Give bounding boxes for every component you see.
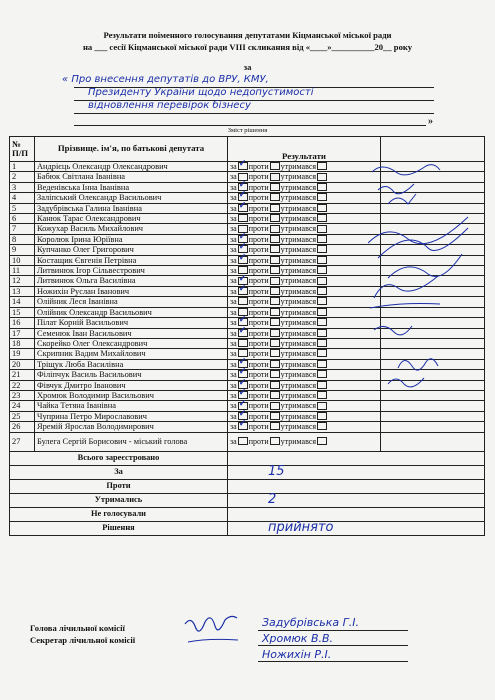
vote-options	[228, 370, 381, 380]
vote-option-label: утримався	[280, 338, 317, 348]
vote-option-label: проти	[248, 276, 269, 286]
proposal-line-2: Президенту України щодо недопустимості	[88, 87, 314, 98]
row-number: 17	[10, 328, 35, 338]
vote-option-label: утримався	[280, 370, 317, 380]
vote-checkbox-abstain[interactable]	[317, 297, 327, 305]
vote-checkbox-abstain[interactable]	[317, 360, 327, 368]
vote-checkbox-abstain[interactable]	[317, 235, 327, 243]
table-row	[10, 422, 485, 432]
summary-value	[228, 451, 485, 465]
vote-options	[228, 224, 381, 234]
vote-checkbox-against[interactable]	[270, 245, 280, 253]
vote-option-label: проти	[248, 214, 269, 224]
vote-checkbox-against[interactable]	[270, 266, 280, 274]
vote-option-label: проти	[248, 401, 269, 411]
summary-label: Проти	[10, 479, 228, 493]
vote-option-label: утримався	[280, 297, 317, 307]
vote-option-label: проти	[248, 338, 269, 348]
deputy-name: Кожухар Василь Михайлович	[35, 224, 228, 234]
vote-checkbox-against[interactable]	[270, 339, 280, 347]
deputy-name: Ножихін Руслан Іванович	[35, 286, 228, 296]
row-number: 14	[10, 297, 35, 307]
vote-options	[228, 380, 381, 390]
vote-checkbox-abstain[interactable]	[317, 318, 327, 326]
row-number: 27	[10, 432, 35, 451]
vote-option-label: за	[230, 328, 237, 338]
proposal-line-3: відновлення перевірок бізнесу	[88, 100, 251, 111]
row-number: 4	[10, 193, 35, 203]
vote-checkbox-against[interactable]	[270, 349, 280, 357]
vote-checkbox-against[interactable]	[270, 162, 280, 170]
vote-checkbox-against[interactable]	[270, 422, 280, 430]
summary-row	[10, 493, 485, 507]
vote-option-label: за	[230, 338, 237, 348]
vote-options	[228, 276, 381, 286]
deputy-name: Чайка Тетяна Іванівна	[35, 401, 228, 411]
signature-name-2: Хромюк В.В.	[262, 632, 334, 645]
vote-option-label: утримався	[280, 162, 317, 171]
deputy-name: Задубрівська Галина Іванівна	[35, 203, 228, 213]
vote-option-label: утримався	[280, 255, 317, 265]
vote-options	[228, 203, 381, 213]
row-number: 22	[10, 380, 35, 390]
vote-options	[228, 338, 381, 348]
row-number: 18	[10, 338, 35, 348]
vote-options	[228, 286, 381, 296]
vote-option-label: за	[230, 245, 237, 255]
vote-checkbox-abstain[interactable]	[317, 402, 327, 410]
summary-value	[228, 465, 485, 479]
deputy-name: Веденівська Інна Іванівна	[35, 182, 228, 192]
vote-checkbox-for[interactable]	[238, 162, 248, 170]
row-number: 19	[10, 349, 35, 359]
vote-checkbox-against[interactable]	[270, 256, 280, 264]
vote-options	[228, 297, 381, 307]
vote-option-label: проти	[248, 234, 269, 244]
vote-option-label: проти	[248, 286, 269, 296]
deputy-signatures	[368, 158, 483, 398]
vote-checkbox-abstain[interactable]	[317, 381, 327, 389]
session-line: на ___ сесії Кіцманської міської ради VIII скликання від «____»__________20__ року	[82, 42, 412, 52]
vote-checkbox-for[interactable]	[238, 422, 248, 430]
vote-checkbox-for[interactable]	[238, 287, 248, 295]
vote-option-label: утримався	[280, 380, 317, 390]
deputy-name: Канюк Тарас Олександрович	[35, 214, 228, 224]
row-number: 24	[10, 401, 35, 411]
vote-options	[228, 266, 381, 276]
content-label: Зміст рішення	[227, 127, 268, 134]
vote-option-label: проти	[248, 203, 269, 213]
vote-option-label: проти	[248, 266, 269, 276]
vote-option-label: проти	[248, 411, 269, 421]
vote-checkbox-abstain[interactable]	[317, 391, 327, 399]
summary-label: Не голосували	[10, 507, 228, 521]
vote-checkbox-against[interactable]	[270, 287, 280, 295]
vote-checkbox-against[interactable]	[270, 277, 280, 285]
row-number: 25	[10, 411, 35, 421]
deputy-name: Литвинюк Ігор Сільвестрович	[35, 266, 228, 276]
chair-signature	[180, 612, 250, 652]
vote-option-label: за	[230, 318, 237, 328]
row-number: 9	[10, 245, 35, 255]
deputy-name: Хромюк Володимир Васильович	[35, 390, 228, 400]
row-number: 6	[10, 214, 35, 224]
vote-option-label: за	[230, 297, 237, 307]
vote-checkbox-against[interactable]	[270, 173, 280, 181]
vote-options	[228, 234, 381, 244]
vote-checkbox-against[interactable]	[270, 183, 280, 191]
vote-option-label: проти	[248, 182, 269, 192]
vote-option-label: проти	[248, 380, 269, 390]
vote-options	[228, 214, 381, 224]
summary-row	[10, 451, 485, 465]
vote-checkbox-against[interactable]	[270, 329, 280, 337]
vote-option-label: за	[230, 436, 237, 446]
col-name-header: Прізвище. ім'я, по батькові депутата	[35, 137, 228, 162]
deputy-name: Фівчук Дмитро Іванович	[35, 380, 228, 390]
vote-checkbox-against[interactable]	[270, 391, 280, 399]
vote-checkbox-abstain[interactable]	[317, 183, 327, 191]
vote-options	[228, 245, 381, 255]
deputy-name: Андрієць Олександр Олександрович	[35, 162, 228, 172]
signature-cell	[381, 422, 485, 432]
vote-option-label: утримався	[280, 193, 317, 203]
table-row	[10, 411, 485, 421]
vote-option-label: утримався	[280, 172, 317, 182]
vote-option-label: за	[230, 234, 237, 244]
vote-options	[228, 182, 381, 192]
row-number: 2	[10, 172, 35, 182]
signature-name-1: Задубрівська Г.І.	[262, 616, 359, 629]
col-num-header: № П/П	[10, 137, 35, 162]
vote-checkbox-against[interactable]	[270, 204, 280, 212]
vote-option-label: проти	[248, 224, 269, 234]
vote-options	[228, 318, 381, 328]
vote-option-label: за	[230, 276, 237, 286]
row-number: 26	[10, 422, 35, 432]
row-number: 5	[10, 203, 35, 213]
vote-checkbox-against[interactable]	[270, 437, 280, 445]
deputy-name: Чуприна Петро Мирославович	[35, 411, 228, 421]
vote-options	[228, 432, 381, 451]
row-number: 16	[10, 318, 35, 328]
vote-option-label: утримався	[280, 390, 317, 400]
deputy-name: Литвинюк Ольга Василівна	[35, 276, 228, 286]
vote-checkbox-abstain[interactable]	[317, 437, 327, 445]
vote-option-label: проти	[248, 349, 269, 359]
vote-checkbox-against[interactable]	[270, 193, 280, 201]
row-number: 23	[10, 390, 35, 400]
vote-checkbox-against[interactable]	[270, 402, 280, 410]
vote-option-label: утримався	[280, 436, 317, 446]
vote-option-label: утримався	[280, 328, 317, 338]
summary-row	[10, 479, 485, 493]
deputy-name: Яремій Ярослав Володимирович	[35, 422, 228, 432]
vote-options	[228, 411, 381, 421]
vote-option-label: проти	[248, 162, 269, 171]
summary-value-handwritten: 15	[268, 463, 285, 479]
vote-checkbox-against[interactable]	[270, 381, 280, 389]
row-number: 21	[10, 370, 35, 380]
row-number: 10	[10, 255, 35, 265]
vote-checkbox-for[interactable]	[238, 437, 248, 445]
vote-options	[228, 307, 381, 317]
vote-option-label: за	[230, 359, 237, 369]
vote-option-label: проти	[248, 436, 269, 446]
vote-checkbox-abstain[interactable]	[317, 162, 327, 170]
vote-option-label: утримався	[280, 286, 317, 296]
vote-option-label: за	[230, 390, 237, 400]
vote-option-label: проти	[248, 390, 269, 400]
vote-option-label: за	[230, 255, 237, 265]
deputy-name: Заліпський Олександр Васильович	[35, 193, 228, 203]
deputy-name: Королюк Ірина Юріївна	[35, 234, 228, 244]
vote-checkbox-for[interactable]	[238, 256, 248, 264]
vote-checkbox-against[interactable]	[270, 412, 280, 420]
vote-option-label: за	[230, 380, 237, 390]
doc-title: Результати поіменного голосування депутатами Кіцманської міської ради	[103, 30, 392, 40]
vote-option-label: утримався	[280, 224, 317, 234]
row-number: 15	[10, 307, 35, 317]
summary-row	[10, 465, 485, 479]
deputy-name: Олійник Олександр Васильович	[35, 307, 228, 317]
vote-option-label: за	[230, 401, 237, 411]
vote-checkbox-against[interactable]	[270, 308, 280, 316]
vote-checkbox-abstain[interactable]	[317, 349, 327, 357]
vote-checkbox-against[interactable]	[270, 297, 280, 305]
summary-value-handwritten: прийнято	[268, 519, 334, 535]
vote-option-label: утримався	[280, 422, 317, 432]
signature-cell	[381, 432, 485, 451]
deputy-name: Булега Сергій Борисович - міський голова	[35, 432, 228, 451]
vote-option-label: за	[230, 224, 237, 234]
vote-option-label: утримався	[280, 245, 317, 255]
vote-option-label: за	[230, 203, 237, 213]
vote-option-label: проти	[248, 193, 269, 203]
vote-options	[228, 162, 381, 172]
vote-checkbox-abstain[interactable]	[317, 277, 327, 285]
row-number: 7	[10, 224, 35, 234]
vote-option-label: за	[230, 214, 237, 224]
row-number: 12	[10, 276, 35, 286]
vote-option-label: проти	[248, 328, 269, 338]
vote-option-label: утримався	[280, 401, 317, 411]
vote-checkbox-abstain[interactable]	[317, 214, 327, 222]
vote-option-label: за	[230, 182, 237, 192]
vote-checkbox-for[interactable]	[238, 329, 248, 337]
summary-label: Рішення	[10, 521, 228, 535]
vote-options	[228, 193, 381, 203]
row-number: 8	[10, 234, 35, 244]
vote-checkbox-for[interactable]	[238, 214, 248, 222]
vote-options	[228, 172, 381, 182]
vote-checkbox-abstain[interactable]	[317, 266, 327, 274]
row-number: 20	[10, 359, 35, 369]
vote-option-label: за	[230, 422, 237, 432]
vote-checkbox-against[interactable]	[270, 370, 280, 378]
vote-option-label: проти	[248, 318, 269, 328]
signature-name-3: Ножихін Р.І.	[262, 648, 332, 661]
vote-checkbox-for[interactable]	[238, 339, 248, 347]
vote-options	[228, 422, 381, 432]
vote-option-label: утримався	[280, 276, 317, 286]
vote-checkbox-against[interactable]	[270, 235, 280, 243]
vote-option-label: утримався	[280, 214, 317, 224]
vote-option-label: утримався	[280, 307, 317, 317]
vote-checkbox-abstain[interactable]	[317, 193, 327, 201]
signature-cell	[381, 411, 485, 421]
vote-option-label: утримався	[280, 203, 317, 213]
vote-option-label: за	[230, 266, 237, 276]
vote-option-label: за	[230, 172, 237, 182]
signature-cell	[381, 401, 485, 411]
vote-option-label: проти	[248, 359, 269, 369]
vote-options	[228, 390, 381, 400]
vote-option-label: проти	[248, 297, 269, 307]
vote-checkbox-abstain[interactable]	[317, 412, 327, 420]
table-row	[10, 401, 485, 411]
vote-options	[228, 349, 381, 359]
vote-option-label: проти	[248, 370, 269, 380]
vote-checkbox-abstain[interactable]	[317, 256, 327, 264]
vote-checkbox-abstain[interactable]	[317, 287, 327, 295]
table-row	[10, 432, 485, 451]
deputy-name: Купчанко Олег Григорович	[35, 245, 228, 255]
vote-options	[228, 328, 381, 338]
vote-checkbox-against[interactable]	[270, 360, 280, 368]
vote-option-label: за	[230, 349, 237, 359]
row-number: 3	[10, 182, 35, 192]
summary-label: За	[10, 465, 228, 479]
vote-option-label: проти	[248, 307, 269, 317]
summary-label: Утримались	[10, 493, 228, 507]
vote-options	[228, 255, 381, 265]
vote-option-label: утримався	[280, 349, 317, 359]
vote-option-label: утримався	[280, 266, 317, 276]
vote-option-label: утримався	[280, 318, 317, 328]
vote-checkbox-abstain[interactable]	[317, 204, 327, 212]
row-number: 1	[10, 162, 35, 172]
deputy-name: Пілат Корній Васильович	[35, 318, 228, 328]
vote-option-label: за	[230, 370, 237, 380]
vote-checkbox-abstain[interactable]	[317, 245, 327, 253]
vote-checkbox-abstain[interactable]	[317, 225, 327, 233]
deputy-name: Олійник Леся Іванівна	[35, 297, 228, 307]
deputy-name: Скрипник Вадим Михайлович	[35, 349, 228, 359]
summary-row	[10, 507, 485, 521]
vote-option-label: проти	[248, 255, 269, 265]
vote-checkbox-abstain[interactable]	[317, 308, 327, 316]
chair-label: Голова лічильної комісії	[30, 623, 125, 633]
vote-option-label: за	[230, 193, 237, 203]
deputy-name: Семенюк Іван Васильович	[35, 328, 228, 338]
quote-close: »	[428, 116, 433, 127]
vote-checkbox-against[interactable]	[270, 225, 280, 233]
vote-option-label: проти	[248, 422, 269, 432]
deputy-name: Бабюк Світлана Іванівна	[35, 172, 228, 182]
row-number: 11	[10, 266, 35, 276]
deputy-name: Філіпчук Василь Васильович	[35, 370, 228, 380]
row-number: 13	[10, 286, 35, 296]
vote-checkbox-abstain[interactable]	[317, 173, 327, 181]
vote-checkbox-abstain[interactable]	[317, 329, 327, 337]
summary-row	[10, 521, 485, 535]
secretary-label: Секретар лічильної комісії	[30, 635, 136, 645]
vote-option-label: проти	[248, 172, 269, 182]
vote-option-label: за	[230, 162, 237, 171]
vote-option-label: за	[230, 307, 237, 317]
vote-option-label: утримався	[280, 359, 317, 369]
vote-checkbox-for[interactable]	[238, 204, 248, 212]
summary-value	[228, 493, 485, 507]
vote-option-label: за	[230, 411, 237, 421]
vote-options	[228, 401, 381, 411]
vote-checkbox-abstain[interactable]	[317, 339, 327, 347]
vote-option-label: утримався	[280, 234, 317, 244]
vote-options	[228, 359, 381, 369]
vote-option-label: утримався	[280, 182, 317, 192]
summary-value	[228, 521, 485, 535]
deputy-name: Тріщук Люба Василівна	[35, 359, 228, 369]
proposal-line-1: « Про внесення депутатів до ВРУ, КМУ,	[62, 74, 269, 85]
vote-option-label: проти	[248, 245, 269, 255]
vote-option-label: за	[230, 286, 237, 296]
vote-option-label: утримався	[280, 411, 317, 421]
summary-value	[228, 479, 485, 493]
summary-value	[228, 507, 485, 521]
col-result-header: Результати	[228, 137, 381, 162]
vote-checkbox-abstain[interactable]	[317, 422, 327, 430]
vote-checkbox-against[interactable]	[270, 214, 280, 222]
deputy-name: Костащик Євгенія Петрівна	[35, 255, 228, 265]
vote-checkbox-against[interactable]	[270, 318, 280, 326]
summary-value-handwritten: 2	[268, 491, 277, 507]
za-label: за	[243, 62, 252, 72]
vote-checkbox-abstain[interactable]	[317, 370, 327, 378]
vote-checkbox-for[interactable]	[238, 297, 248, 305]
summary-label: Всього зареєстровано	[10, 451, 228, 465]
deputy-name: Скорейко Олег Олександрович	[35, 338, 228, 348]
